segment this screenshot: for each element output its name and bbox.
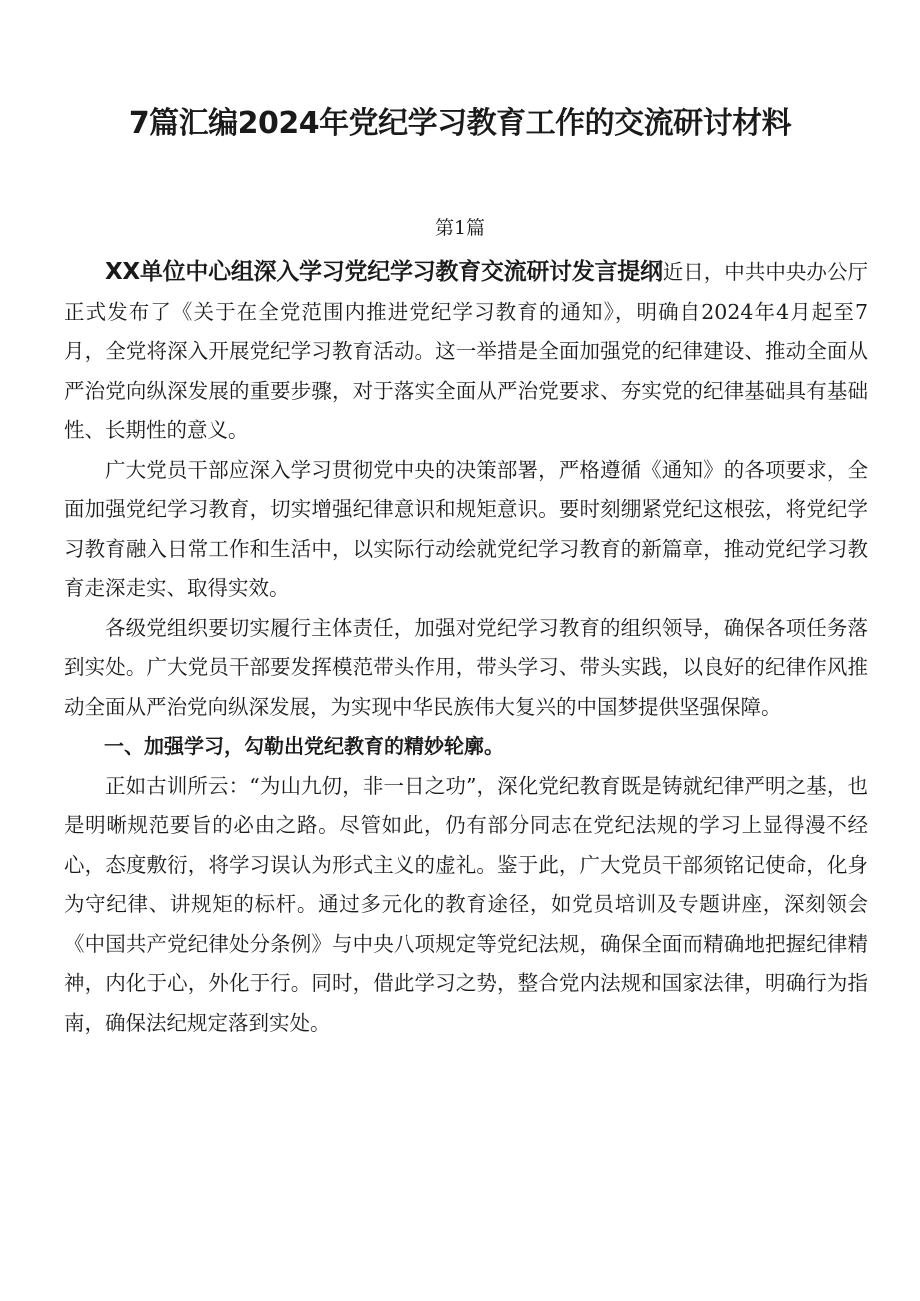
- lead-paragraph: [64, 253, 868, 451]
- section-label: 第1篇: [434, 217, 486, 239]
- document-body: [64, 253, 868, 1043]
- paragraph-3: 各级党组织要切实履行主体责任，加强对党纪学习教育的组织领导，确保各项任务落到实处。广大党员干部要发挥模范带头作用，带头学习、带头实践，以良好的纪律作风推动全面从严治党向纵深发展，为实现中华民族伟大复兴的中国梦提供坚强保障。: [64, 615, 868, 719]
- paragraph-1: 近日，中共中央办公厅正式发布了《关于在全党范围内推进党纪学习教育的通知》，明确自2024年4月起至7月，全党将深入开展党纪学习教育活动。这一举措是全面加强党的纪律建设、推动全面从严治党向纵深发展的重要步骤，对于落实全面从严治党要求、夯实党的纪律基础具有基础性、长期性的意义。: [64, 260, 868, 442]
- subheading-1: 一、加强学习，勾勒出党纪教育的精妙轮廓。: [104, 734, 504, 758]
- paragraph-4: 正如古训所云：“为山九仞，非一日之功”，深化党纪教育既是铸就纪律严明之基，也是明晰规范要旨的必由之路。尽管如此，仍有部分同志在党纪法规的学习上显得漫不经心，态度敷衍，将学习误认为形式主义的虚礼。鉴于此，广大党员干部须铭记使命，化身为守纪律、讲规矩的标杆。通过多元化的教育途径，如党员培训及专题讲座，深刻领会《中国共产党纪律处分条例》与中央八项规定等党纪法规，确保全面而精确地把握纪律精神，内化于心，外化于行。同时，借此学习之势，整合党内法规和国家法律，明确行为指南，确保法纪规定落到实处。: [64, 773, 868, 1035]
- document-title: 7篇汇编2024年党纪学习教育工作的交流研讨材料: [128, 106, 792, 141]
- lead-heading: XX单位中心组深入学习党纪学习教育交流研讨发言提纲: [105, 259, 663, 285]
- paragraph-2: 广大党员干部应深入学习贯彻党中央的决策部署，严格遵循《通知》的各项要求，全面加强党纪学习教育，切实增强纪律意识和规矩意识。要时刻绷紧党纪这根弦，将党纪学习教育融入日常工作和生活中，以实际行动绘就党纪学习教育的新篇章，推动党纪学习教育走深走实、取得实效。: [64, 457, 868, 600]
